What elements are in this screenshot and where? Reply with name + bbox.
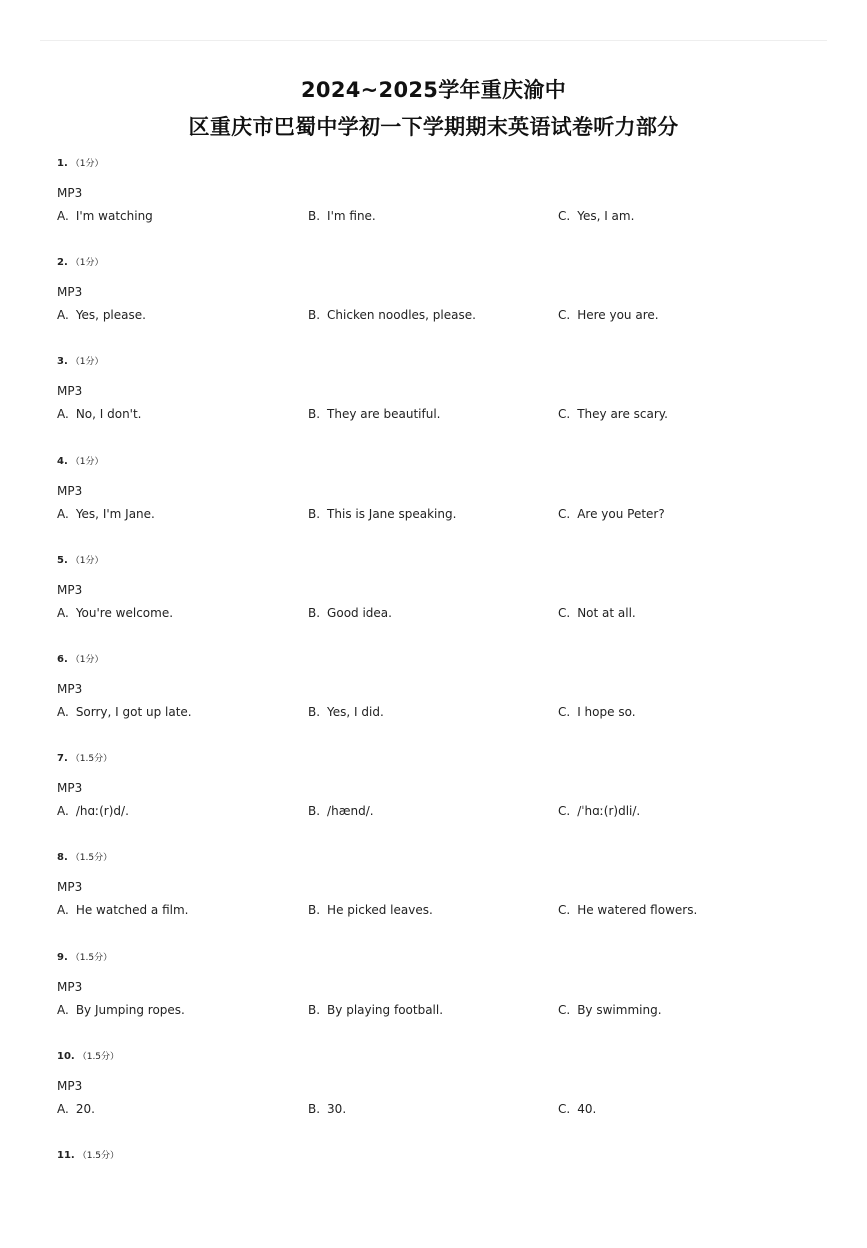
question-item [0, 455, 867, 554]
question-header [57, 1149, 119, 1163]
option-text: Yes, please. [75, 308, 146, 323]
question-number: 4. [57, 455, 68, 467]
option-b [308, 803, 374, 819]
option-text: Are you Peter? [577, 506, 665, 521]
option-b [308, 506, 456, 522]
option-letter: B. [308, 903, 321, 918]
question-score: （1.5分） [70, 952, 113, 963]
question-list [0, 157, 867, 1248]
option-letter: B. [308, 506, 321, 521]
question-number: 9. [57, 951, 68, 963]
question-score: （1分） [70, 357, 104, 368]
question-item [0, 1149, 867, 1248]
option-c [558, 803, 640, 819]
option-text: You're welcome. [75, 605, 174, 620]
question-score: （1分） [70, 555, 104, 566]
question-number: 2. [57, 257, 68, 269]
option-letter: B. [308, 1002, 321, 1017]
option-letter: A. [57, 506, 69, 521]
option-c [558, 208, 634, 224]
option-text: They are beautiful. [327, 407, 441, 422]
audio-label[interactable]: MP3 [57, 781, 83, 796]
option-text: By playing football. [327, 1002, 444, 1017]
question-item [0, 951, 867, 1050]
question-score: （1分） [70, 654, 104, 665]
option-text: 20. [75, 1101, 95, 1116]
question-number: 1. [57, 158, 68, 169]
question-score: （1.5分） [70, 853, 113, 864]
question-header [57, 157, 104, 171]
option-letter: C. [558, 903, 571, 918]
question-number: 11. [57, 1149, 75, 1161]
option-text: Good idea. [327, 605, 392, 620]
question-number: 7. [57, 753, 68, 765]
option-text: 30. [327, 1101, 347, 1116]
option-letter: A. [57, 308, 69, 323]
audio-label[interactable]: MP3 [57, 979, 83, 994]
question-number: 10. [57, 1050, 75, 1062]
question-item [0, 256, 867, 355]
option-b [308, 1002, 443, 1018]
option-letter: A. [57, 903, 69, 918]
option-text: No, I don't. [75, 407, 142, 422]
option-text: He watched a film. [75, 903, 189, 918]
question-score: （1分） [70, 456, 104, 467]
audio-label[interactable]: MP3 [57, 880, 83, 895]
option-letter: A. [57, 209, 69, 223]
option-text: 40. [577, 1101, 597, 1116]
question-header [57, 851, 112, 865]
option-a [57, 406, 142, 422]
option-letter: C. [558, 704, 571, 719]
option-text: He picked leaves. [327, 903, 433, 918]
option-letter: A. [57, 804, 69, 819]
audio-label[interactable]: MP3 [57, 186, 83, 200]
option-letter: C. [558, 506, 571, 521]
option-b [308, 307, 476, 323]
audio-label[interactable]: MP3 [57, 681, 83, 696]
question-header [57, 951, 112, 965]
option-letter: A. [57, 1002, 69, 1017]
option-text: Not at all. [577, 605, 636, 620]
option-text: Yes, I'm Jane. [75, 506, 155, 521]
question-header [57, 355, 104, 369]
question-number: 5. [57, 554, 68, 566]
question-score: （1.5分） [70, 754, 113, 765]
title-line-2: 区重庆市巴蜀中学初一下学期期末英语试卷听力部分 [188, 115, 679, 139]
option-text: /hɑː(r)d/. [75, 804, 129, 819]
option-b [308, 704, 384, 720]
question-item [0, 554, 867, 653]
option-b [308, 208, 376, 224]
option-letter: C. [558, 605, 571, 620]
question-item [0, 355, 867, 454]
audio-label[interactable]: MP3 [57, 285, 83, 300]
option-text: Sorry, I got up late. [75, 704, 192, 719]
option-letter: B. [308, 1101, 321, 1116]
option-letter: C. [558, 1101, 571, 1116]
option-letter: B. [308, 209, 321, 223]
question-score: （1.5分） [77, 1051, 120, 1062]
question-score: （1分） [70, 258, 104, 269]
option-b [308, 1101, 346, 1117]
option-letter: A. [57, 605, 69, 620]
option-a [57, 307, 146, 323]
question-header [57, 752, 112, 766]
option-a [57, 803, 129, 819]
question-header [57, 256, 104, 270]
option-letter: B. [308, 804, 321, 819]
option-letter: A. [57, 704, 69, 719]
question-number: 3. [57, 356, 68, 368]
option-c [558, 406, 668, 422]
question-number: 6. [57, 653, 68, 665]
top-divider [40, 40, 827, 41]
option-b [308, 902, 433, 918]
option-text: By Jumping ropes. [75, 1002, 185, 1017]
option-b [308, 406, 440, 422]
option-c [558, 1101, 596, 1117]
option-letter: C. [558, 804, 571, 819]
option-text: They are scary. [577, 407, 668, 422]
audio-label[interactable]: MP3 [57, 483, 83, 498]
option-letter: C. [558, 308, 571, 323]
question-header [57, 1050, 119, 1064]
option-a [57, 902, 189, 918]
option-a [57, 506, 155, 522]
option-text: I'm fine. [327, 209, 376, 223]
option-letter: A. [57, 407, 69, 422]
option-text: Yes, I did. [327, 704, 384, 719]
question-item [0, 851, 867, 950]
question-number: 8. [57, 852, 68, 864]
option-letter: C. [558, 1002, 571, 1017]
option-text: /hænd/. [327, 804, 374, 819]
option-c [558, 902, 697, 918]
audio-label[interactable]: MP3 [57, 1078, 83, 1093]
option-a [57, 605, 173, 621]
question-score: （1.5分） [77, 1150, 120, 1161]
option-text: Yes, I am. [577, 209, 635, 223]
option-text: This is Jane speaking. [327, 506, 457, 521]
option-letter: A. [57, 1101, 69, 1116]
question-item [0, 653, 867, 752]
option-text: I hope so. [577, 704, 636, 719]
option-c [558, 704, 636, 720]
question-item [0, 157, 867, 256]
option-text: By swimming. [577, 1002, 662, 1017]
option-text: He watered flowers. [577, 903, 698, 918]
option-text: /ˈhɑː(r)dli/. [577, 804, 641, 819]
option-letter: B. [308, 407, 321, 422]
question-item [0, 1050, 867, 1149]
question-header [57, 455, 104, 469]
option-a [57, 208, 153, 224]
question-header [57, 554, 104, 568]
option-b [308, 605, 392, 621]
audio-label[interactable]: MP3 [57, 582, 83, 597]
option-letter: C. [558, 407, 571, 422]
option-letter: B. [308, 308, 321, 323]
option-text: I'm watching [75, 209, 153, 223]
option-text: Here you are. [577, 308, 659, 323]
option-c [558, 1002, 662, 1018]
question-score: （1分） [70, 159, 104, 169]
option-c [558, 605, 636, 621]
option-a [57, 704, 192, 720]
audio-label[interactable]: MP3 [57, 384, 83, 399]
option-c [558, 307, 659, 323]
option-text: Chicken noodles, please. [327, 308, 476, 323]
title-line-1: 2024~2025学年重庆渝中 [301, 78, 566, 102]
option-letter: B. [308, 704, 321, 719]
option-c [558, 506, 665, 522]
question-item [0, 752, 867, 851]
question-header [57, 653, 104, 667]
option-letter: B. [308, 605, 321, 620]
option-a [57, 1002, 185, 1018]
option-a [57, 1101, 95, 1117]
option-letter: C. [558, 209, 571, 223]
